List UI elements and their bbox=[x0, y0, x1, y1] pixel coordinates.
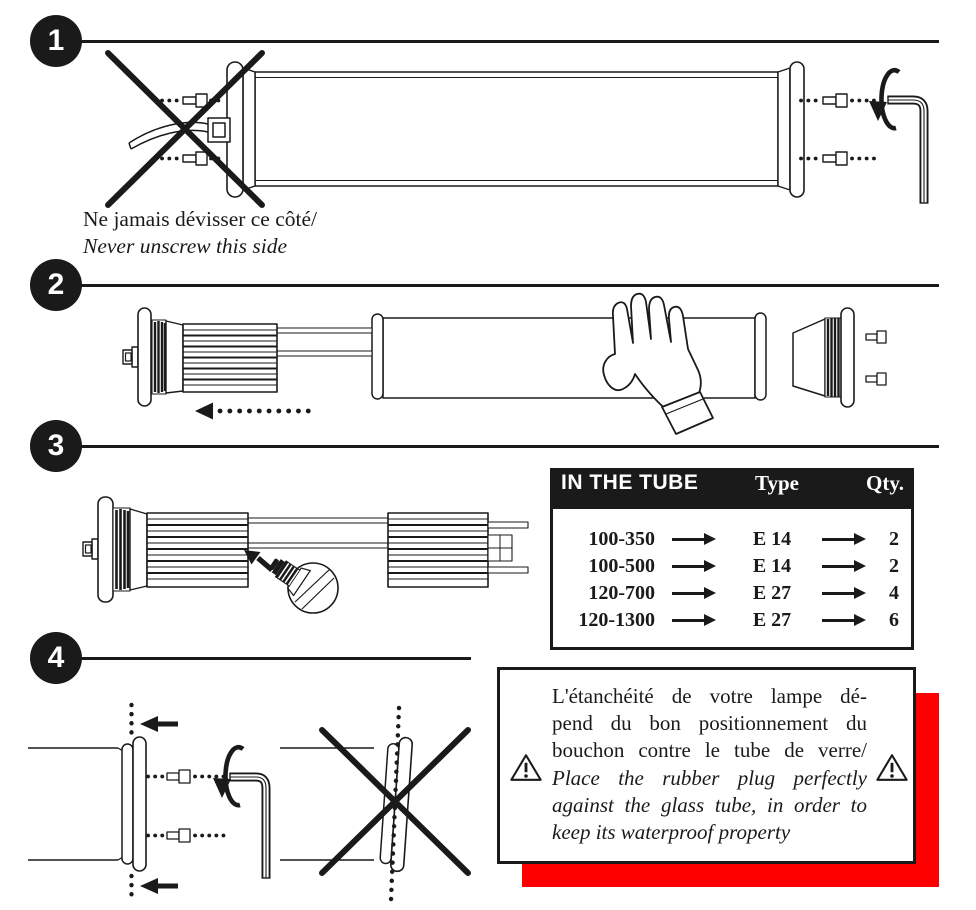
caption-french: Ne jamais dévisser ce côté/ bbox=[83, 207, 318, 231]
qty-cell: 4 bbox=[889, 582, 899, 604]
step-3-badge: 3 bbox=[30, 420, 82, 472]
warning-icon bbox=[509, 752, 543, 783]
arrow-icon bbox=[672, 559, 716, 574]
lamp-holder-assembly bbox=[123, 308, 372, 406]
table-row bbox=[553, 580, 911, 607]
step-2-badge: 2 bbox=[30, 259, 82, 311]
qty-cell: 2 bbox=[889, 555, 899, 577]
wrong-figure bbox=[280, 708, 468, 900]
bulb-table-body bbox=[553, 509, 911, 634]
type-cell: E 27 bbox=[752, 582, 792, 604]
correct-figure bbox=[28, 705, 271, 903]
pull-direction-arrow bbox=[195, 403, 317, 420]
warning-line-fr: L'étanchéité de votre lampe dé- bbox=[552, 684, 867, 708]
table-col-type: Type bbox=[755, 471, 799, 495]
type-cell: E 27 bbox=[752, 609, 792, 631]
plug-screws bbox=[866, 331, 886, 385]
type-cell: E 14 bbox=[752, 555, 792, 577]
glass-tube bbox=[227, 62, 804, 197]
arrow-icon bbox=[822, 586, 866, 601]
table-col-qty: Qty. bbox=[866, 471, 904, 495]
allen-key bbox=[888, 96, 929, 204]
step-1-caption bbox=[83, 206, 317, 260]
right-screws bbox=[801, 94, 876, 165]
rubber-plug bbox=[793, 308, 854, 407]
qty-cell: 2 bbox=[889, 528, 899, 550]
warning-text bbox=[552, 683, 867, 846]
step3-illustration bbox=[83, 497, 528, 613]
connector bbox=[208, 118, 230, 142]
allen-key bbox=[230, 773, 271, 879]
step-4-badge: 4 bbox=[30, 632, 82, 684]
arrow-icon bbox=[672, 532, 716, 547]
light-bulb bbox=[264, 550, 338, 613]
table-title: IN THE TUBE bbox=[561, 471, 699, 494]
size-cell: 100-350 bbox=[588, 528, 655, 550]
arrow-icon bbox=[822, 613, 866, 628]
size-cell: 120-1300 bbox=[578, 609, 655, 631]
warning-line-fr: bouchon contre le tube de verre/ bbox=[552, 738, 867, 763]
size-cell: 120-700 bbox=[588, 582, 655, 604]
arrow-icon bbox=[672, 613, 716, 628]
socket-contacts bbox=[488, 522, 528, 573]
type-cell: E 14 bbox=[752, 528, 792, 550]
warning-line-en: Place the rubber plug perfectly bbox=[552, 765, 867, 790]
caption-english: Never unscrew this side bbox=[83, 234, 288, 258]
bulb-table bbox=[550, 468, 914, 650]
bulb-table-header bbox=[553, 471, 911, 509]
arrow-icon bbox=[822, 532, 866, 547]
qty-cell: 6 bbox=[889, 609, 899, 631]
table-row bbox=[553, 553, 911, 580]
warning-line-fr: pend du bon positionnement du bbox=[552, 711, 867, 736]
warning-icon bbox=[875, 752, 909, 783]
step1-illustration bbox=[108, 53, 929, 205]
table-row bbox=[553, 526, 911, 553]
table-row bbox=[553, 607, 911, 634]
step2-illustration bbox=[123, 294, 886, 434]
warning-box bbox=[497, 667, 916, 864]
warning-line-en: keep its waterproof property bbox=[552, 820, 791, 845]
glass-tube bbox=[372, 313, 766, 400]
step-1-badge: 1 bbox=[30, 15, 82, 67]
arrow-icon bbox=[822, 559, 866, 574]
arrow-icon bbox=[672, 586, 716, 601]
step4-illustration bbox=[28, 705, 468, 903]
size-cell: 100-500 bbox=[588, 555, 655, 577]
warning-line-en: against the glass tube, in order to bbox=[552, 792, 867, 817]
